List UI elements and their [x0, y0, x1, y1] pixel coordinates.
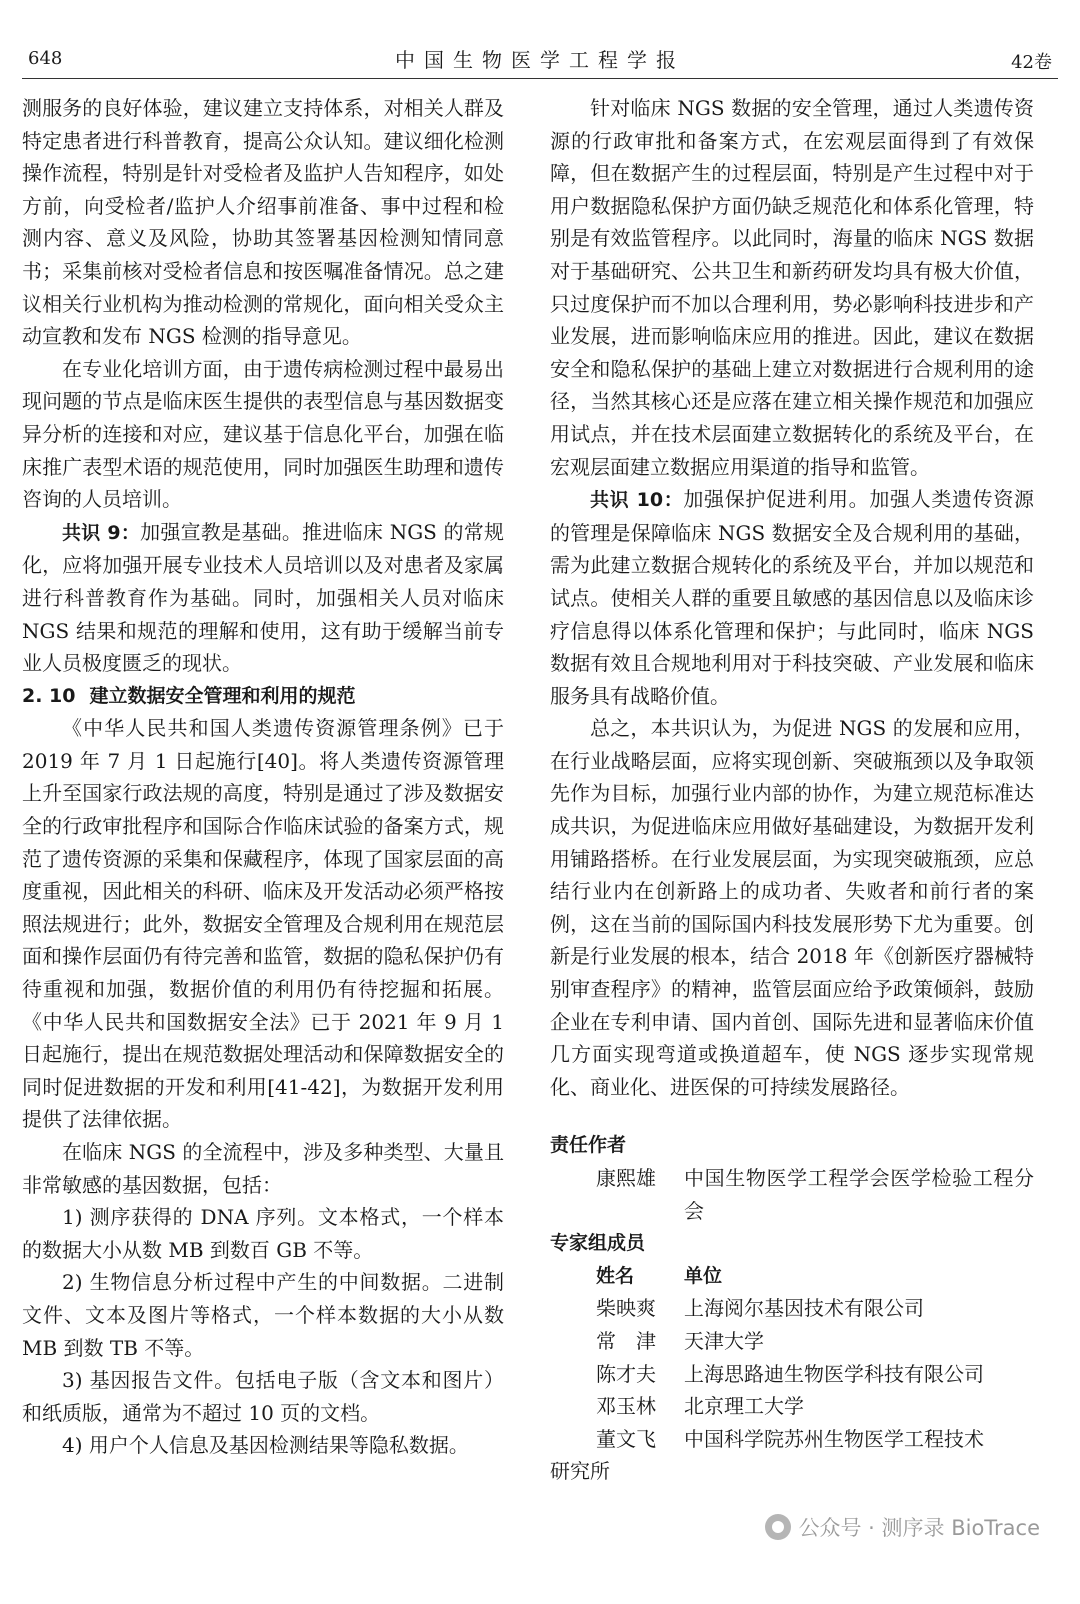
member-unit: 上海思路迪生物医学科技有限公司	[684, 1361, 984, 1386]
list-item: 4) 用户个人信息及基因检测结果等隐私数据。	[62, 1433, 469, 1458]
member-unit: 北京理工大学	[684, 1394, 804, 1419]
col-name-header: 姓名	[596, 1264, 635, 1287]
list-item: 1) 测序获得的 DNA 序列。文本格式，一个样本的数据大小从数 MB 到数百 GB 不等。	[22, 1205, 504, 1262]
volume-label: 42卷	[1011, 52, 1052, 73]
paragraph: 总之，本共识认为，为促进 NGS 的发展和应用，在行业战略层面，应将实现创新、突破瓶颈以及争取领先作为目标，加强行业内部的协作，为建立规范标准达成共识，为促进临床应用做好基础建设，为数据开发利用铺路搭桥。在行业发展层面，为实现突破瓶颈，应总结行业内在创新路上的成功者、失败者和前行者的案例，这在当前的国际国内科技发展形势下尤为重要。创新是行业发展的根本，结合 2018 年《创新医疗器械特别审查程序》的精神，监管层面应给予政策倾斜，鼓励企业在专利申请、国内首创、国际先进和显著临床价值几方面实现弯道或换道超车，使 NGS 逐步实现常规化、商业化、进医保的可持续发展路径。	[550, 716, 1034, 1099]
watermark-text: 公众号 · 测序录 BioTrace	[798, 1516, 1040, 1540]
page-header	[28, 44, 1052, 76]
member-name: 常 津	[596, 1328, 656, 1353]
consensus-label: 共识 9：	[62, 521, 141, 544]
experts-title: 专家组成员	[550, 1232, 646, 1255]
consensus-text: 加强保护促进利用。加强人类遗传资源的管理是保障临床 NGS 数据安全及合规利用的基础，需为此建立数据合规转化的系统及平台，并加以规范和试点。使相关人群的重要且敏感的基因信息以及临床诊疗信息得以体系化管理和保护；与此同时，临床 NGS 数据有效且合规地利用对于科技突破、产业发展和临床服务具有战略价值。	[550, 487, 1034, 708]
member-unit: 上海阅尔基因技术有限公司	[684, 1296, 924, 1321]
member-name: 邓玉林	[596, 1394, 656, 1419]
member-row	[550, 1390, 1034, 1423]
experts-header	[550, 1260, 1034, 1293]
col-unit-header: 单位	[684, 1264, 723, 1287]
paragraph: 在临床 NGS 的全流程中，涉及多种类型、大量且非常敏感的基因数据，包括：	[22, 1140, 504, 1197]
paragraph: 在专业化培训方面，由于遗传病检测过程中最易出现问题的节点是临床医生提供的表型信息与基因数据变异分析的连接和对应，建议基于信息化平台，加强在临床推广表型术语的规范使用，同时加强医生助理和遗传咨询的人员培训。	[22, 356, 504, 512]
watermark	[765, 1512, 1041, 1542]
list-item: 2) 生物信息分析过程中产生的中间数据。二进制文件、文本及图片等格式，一个样本数据的大小从数 MB 到数 TB 不等。	[22, 1270, 504, 1360]
paragraph: 针对临床 NGS 数据的安全管理，通过人类遗传资源的行政审批和备案方式，在宏观层面得到了有效保障，但在数据产生的过程层面，特别是产生过程中对于用户数据隐私保护方面仍缺乏规范化和体系化管理，特别是有效监管程序。以此同时，海量的临床 NGS 数据对于基础研究、公共卫生和新药研发均具有极大价值，只过度保护而不加以合理利用，势必影响科技进步和产业发展，进而影响临床应用的推进。因此，建议在数据安全和隐私保护的基础上建立对数据进行合规利用的途径，当然其核心还是应落在建立相关操作规范和加强应用试点，并在技术层面建立数据转化的系统及平台，在宏观层面建立数据应用渠道的指导和监管。	[550, 96, 1034, 479]
consensus-9	[22, 516, 504, 680]
section-heading	[22, 680, 504, 713]
wechat-logo-icon	[765, 1514, 791, 1540]
member-unit: 中国科学院苏州生物医学工程技术	[684, 1426, 984, 1451]
section-number: 2. 10	[22, 684, 76, 707]
list-item: 3) 基因报告文件。包括电子版（含文本和图片）和纸质版，通常为不超过 10 页的文档。	[22, 1368, 504, 1425]
member-name: 柴映爽	[596, 1296, 656, 1321]
paragraph: 测服务的良好体验，建议建立支持体系，对相关人群及特定患者进行科普教育，提高公众认知。建议细化检测操作流程，特别是针对受检者及监护人告知程序，如处方前，向受检者/监护人介绍事前准备、事中过程和检测内容、意义及风险，协助其签署基因检测知情同意书；采集前核对受检者信息和按医嘱准备情况。总之建议相关行业机构为推动检测的常规化，面向相关受众主动宣教和发布 NGS 检测的指导意见。	[22, 96, 504, 349]
section-title: 建立数据安全管理和利用的规范	[89, 684, 356, 707]
page-number: 648	[28, 48, 63, 69]
author-org: 中国生物医学工程学会医学检验工程分会	[684, 1166, 1034, 1223]
member-unit: 天津大学	[684, 1328, 764, 1353]
left-column	[22, 92, 504, 1462]
member-row	[550, 1358, 1034, 1391]
right-column	[550, 92, 1034, 1488]
member-row	[550, 1423, 1034, 1456]
member-unit-continued: 研究所	[550, 1459, 610, 1484]
header-rule	[22, 78, 1058, 79]
corresponding-author	[550, 1162, 1034, 1227]
member-row	[550, 1325, 1034, 1358]
consensus-10	[550, 483, 1034, 712]
paragraph: 《中华人民共和国人类遗传资源管理条例》已于 2019 年 7 月 1 日起施行[40]。将人类遗传资源管理上升至国家行政法规的高度，特别是通过了涉及数据安全的行政审批程序和国际合作临床试验的备案方式，规范了遗传资源的采集和保藏程序，体现了国家层面的高度重视，因此相关的科研、临床及开发活动必须严格按照法规进行；此外，数据安全管理及合规利用在规范层面和操作层面仍有待完善和监管，数据的隐私保护仍有待重视和加强，数据价值的利用仍有待挖掘和拓展。《中华人民共和国数据安全法》已于 2021 年 9 月 1 日起施行，提出在规范数据处理活动和保障数据安全的同时促进数据的开发和利用[41-42]，为数据开发利用提供了法律依据。	[22, 716, 504, 1132]
member-name: 陈才夫	[596, 1361, 656, 1386]
journal-title: 中国生物医学工程学报	[395, 48, 685, 72]
member-row	[550, 1292, 1034, 1325]
consensus-label: 共识 10：	[590, 489, 684, 512]
consensus-text: 加强宣教是基础。推进临床 NGS 的常规化，应将加强开展专业技术人员培训以及对患者及家属进行科普教育作为基础。同时，加强相关人员对临床 NGS 结果和规范的理解和使用，这有助于缓解当前专业人员极度匮乏的现状。	[22, 519, 504, 676]
corresponding-author-title: 责任作者	[550, 1134, 627, 1157]
author-name: 康熙雄	[596, 1166, 656, 1190]
spacer	[550, 1103, 1034, 1129]
member-name: 董文飞	[596, 1426, 656, 1451]
